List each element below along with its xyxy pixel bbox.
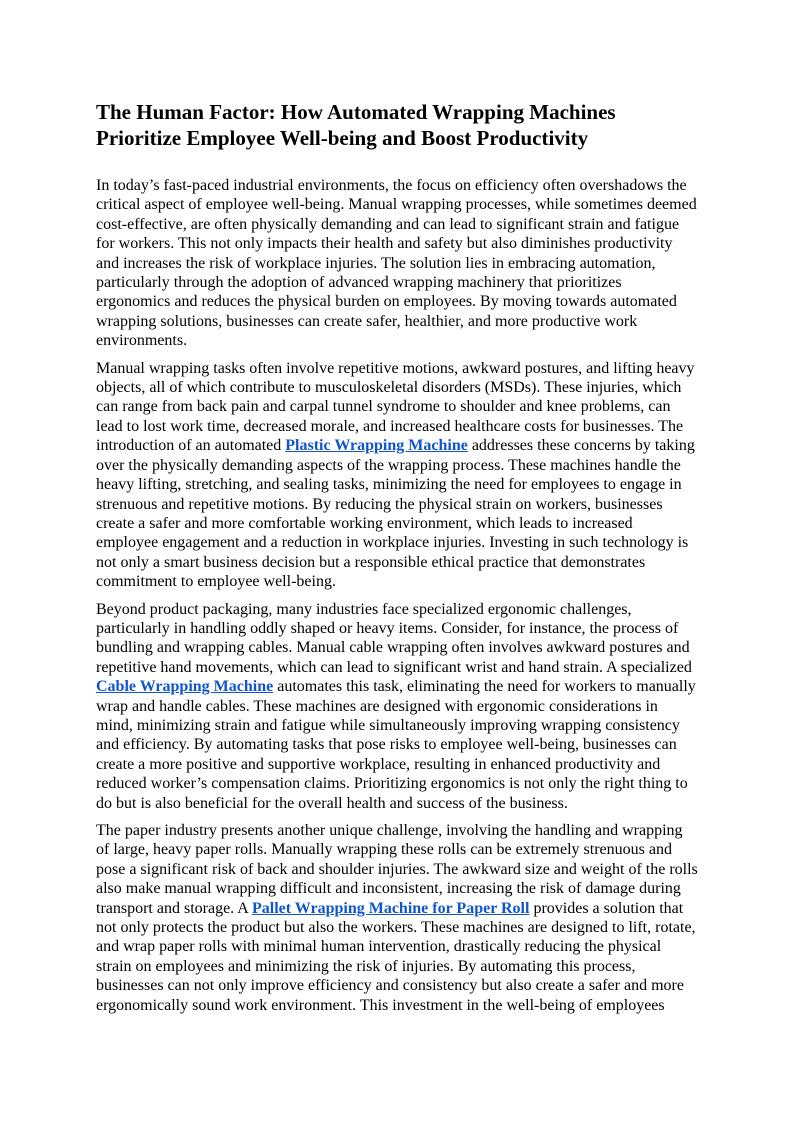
paragraph-text: Beyond product packaging, many industries face specialized ergonomic challenges, particularly in handling oddly shaped or heavy items. Consider, for instance, the process of bundling and wrapping cables. Manual cable wrapping often involves awkward postures and repetitive hand movements, which can lead to significant wrist and hand strain. A specialized [96,600,692,676]
document-title: The Human Factor: How Automated Wrapping Machines Prioritize Employee Well-being and Boost Productivity [96,100,616,150]
paragraph-intro [96,176,698,351]
paragraph-text: In today’s fast-paced industrial environments, the focus on efficiency often overshadows the critical aspect of employee well-being. Manual wrapping processes, while sometimes deemed cost-effective, are often physically demanding and can lead to significant strain and fatigue for workers. This not only impacts their health and safety but also diminishes productivity and increases the risk of workplace injuries. The solution lies in embracing automation, particularly through the adoption of advanced wrapping machinery that prioritizes ergonomics and reduces the physical burden on employees. By moving towards automated wrapping solutions, businesses can create safer, healthier, and more productive work environments. [96,177,697,350]
paragraph-text: provides a solution that not only protects the product but also the workers. These machines are designed to lift, rotate, and wrap paper rolls with minimal human intervention, drastically reducing the physical strain on employees and minimizing the risk of injuries. By automating this process, businesses can not only improve efficiency and consistency but also create a safer and more ergonomically sound work environment. This investment in the well-being of employees [96,899,696,1014]
paragraph-text: automates this task, eliminating the need for workers to manually wrap and handle cables. These machines are designed with ergonomic considerations in mind, minimizing strain and fatigue while simultaneously improving wrapping consistency and efficiency. By automating tasks that pose risks to employee well-being, businesses can create a more positive and supportive workplace, resulting in enhanced productivity and reduced worker’s compensation claims. Prioritizing ergonomics is not only the right thing to do but is also beneficial for the overall health and success of the business. [96,678,696,812]
link-plastic-wrapping-machine[interactable]: Plastic Wrapping Machine [285,437,468,455]
link-cable-wrapping-machine[interactable]: Cable Wrapping Machine [96,678,274,696]
paragraph-cable [96,600,698,813]
paragraph-msd [96,359,698,592]
paragraph-paper-roll [96,821,698,1015]
paragraph-text: addresses these concerns by taking over the physically demanding aspects of the wrapping process. These machines handle the heavy lifting, stretching, and sealing tasks, minimizing the need for employees to engage in strenuous and repetitive motions. By reducing the physical strain on workers, businesses create a safer and more comfortable working environment, which leads to increased employee engagement and a reduction in workplace injuries. Investing in such technology is not only a smart business decision but a responsible ethical practice that demonstrates commitment to employee well-being. [96,437,695,591]
paragraph-text: Manual wrapping tasks often involve repetitive motions, awkward postures, and lifting heavy objects, all of which contribute to musculoskeletal disorders (MSDs). These injuries, which can range from back pain and carpal tunnel syndrome to shoulder and knee problems, can lead to lost work time, decreased morale, and increased healthcare costs for businesses. The introduction of an automated [96,359,695,455]
paragraph-text: The paper industry presents another unique challenge, involving the handling and wrapping of large, heavy paper rolls. Manually wrapping these rolls can be extremely strenuous and pose a significant risk of back and shoulder injuries. The awkward size and weight of the rolls also make manual wrapping difficult and inconsistent, increasing the risk of damage during transport and storage. A [96,822,698,917]
link-pallet-wrapping-machine-for-paper-roll[interactable]: Pallet Wrapping Machine for Paper Roll [251,899,530,917]
